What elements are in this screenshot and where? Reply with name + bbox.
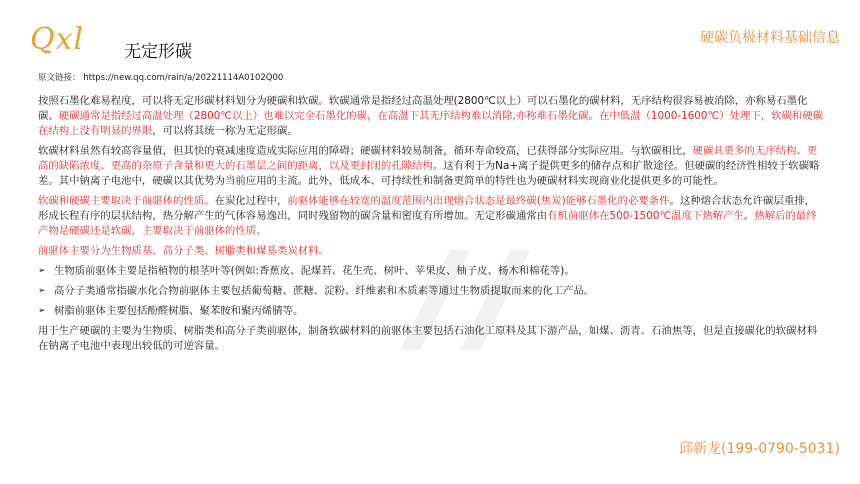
paragraph-precursor-nature xyxy=(38,194,824,239)
source-label: 原文链接： xyxy=(38,73,81,83)
list-item xyxy=(38,304,824,319)
highlight-text: 软碳和硬碳主要取决于前驱体的性质。 xyxy=(38,195,215,207)
list-item xyxy=(38,264,824,279)
list-item-text: 生物质前驱体主要是指植物的根茎叶等(例如:香蕉皮、泥煤苔、花生壳、树叶、苹果皮、柚子皮、杨木和棉花等)。 xyxy=(54,265,575,277)
text-span: 软碳材料虽然有较高容量值，但其快的衰减速度造成实际应用的障碍；硬碳材料较易制备，循环寿命较高，已获得部分实际应用。与软碳相比， xyxy=(38,145,693,157)
main-content xyxy=(38,94,824,359)
list-item xyxy=(38,284,824,299)
header-brand-title: 硬碳负极材料基础信息 xyxy=(700,30,840,46)
text-span: 。 xyxy=(743,210,755,222)
highlight-text: 硬碳具更多的无序结构、更高的缺陷浓度、更高的杂原子含量和更大的石墨层之间的距离，以及更封闭的孔隙结构 xyxy=(38,145,818,172)
highlight-text: 前驱体能够在较宽的温度范围内出现熔合状态是最终碳(焦炭)能够石墨化的必要条件 xyxy=(287,195,670,207)
bullet-arrow-icon: ➢ xyxy=(38,306,46,316)
contact-info: 邱新龙(199-0790-5031) xyxy=(678,441,840,457)
paragraph-precursor-types: 前驱体主要分为生物质基、高分子类、树脂类和煤基类炭材料。 xyxy=(38,245,329,257)
page-title: 无定形碳 xyxy=(124,42,192,62)
source-link[interactable]: https://new.qq.com/rain/a/20221114A0102Q00 xyxy=(83,73,284,83)
bullet-arrow-icon: ➢ xyxy=(38,286,46,296)
company-logo: Qxl xyxy=(30,22,85,57)
text-span: 。这种熔合状态允许碳层重排，形成长程有序的层状结构，热分解产生的气体容易逸出，同时残留物的碳含量和密度有所增加。无定形碳通常由 xyxy=(38,195,816,222)
list-item-text: 树脂前驱体主要包括酚醛树脂、聚苯胺和聚丙烯腈等。 xyxy=(54,305,304,317)
text-span: 。这有利于为Na+离子提供更多的储存点和扩散途径。但硬碳的经济性相较于软碳略差。其中钠离子电池中，硬碳以其优势为当前应用的主流。此外，低成本、可持续性和制备更简单的特性也为硬碳材料实现商业化提供更多的可能性。 xyxy=(38,160,820,187)
source-line xyxy=(38,71,283,83)
paragraph-comparison xyxy=(38,144,824,189)
highlight-text: 硬碳通常是指经过高温处理（2800℃以上）也难以完全石墨化的碳，在高温下其无序结构难以消除,亦称难石墨化碳。在中低温（1000-1600℃）处理下，软碳和硬碳在结构上没有明显的界限 xyxy=(38,110,824,137)
highlight-text: 有机前驱体在500-1500℃温度下热解产生 xyxy=(547,210,744,222)
paragraph-classification xyxy=(38,94,824,139)
text-span: 按照石墨化难易程度，可以将无定形碳材料划分为硬碳和软碳。软碳通常是指经过高温处理(2800℃以上）可以石墨化的碳材料，无序结构很容易被消除，亦称易石墨化碳。 xyxy=(38,95,808,122)
highlight-text: 热解后的最终产物是硬碳还是软碳，主要取决于前驱体的性质。 xyxy=(38,210,817,237)
list-item-text: 高分子类通常指碳水化合物前驱体主要包括葡萄糖、蔗糖、淀粉、纤维素和木质素等通过生物质提取而来的化工产品。 xyxy=(54,285,595,297)
text-span: 在炭化过程中， xyxy=(214,195,288,207)
bullet-arrow-icon: ➢ xyxy=(38,266,46,276)
paragraph-production: 用于生产硬碳的主要为生物质、树脂类和高分子类前驱体，制备软碳材料的前驱体主要包括石油化工原料及其下游产品，如煤、沥青、石油焦等，但是直接碳化的软碳材料在钠离子电池中表现出较低的可逆容量。 xyxy=(38,325,818,352)
text-span: ，可以将其统一称为无定形碳。 xyxy=(152,125,298,137)
